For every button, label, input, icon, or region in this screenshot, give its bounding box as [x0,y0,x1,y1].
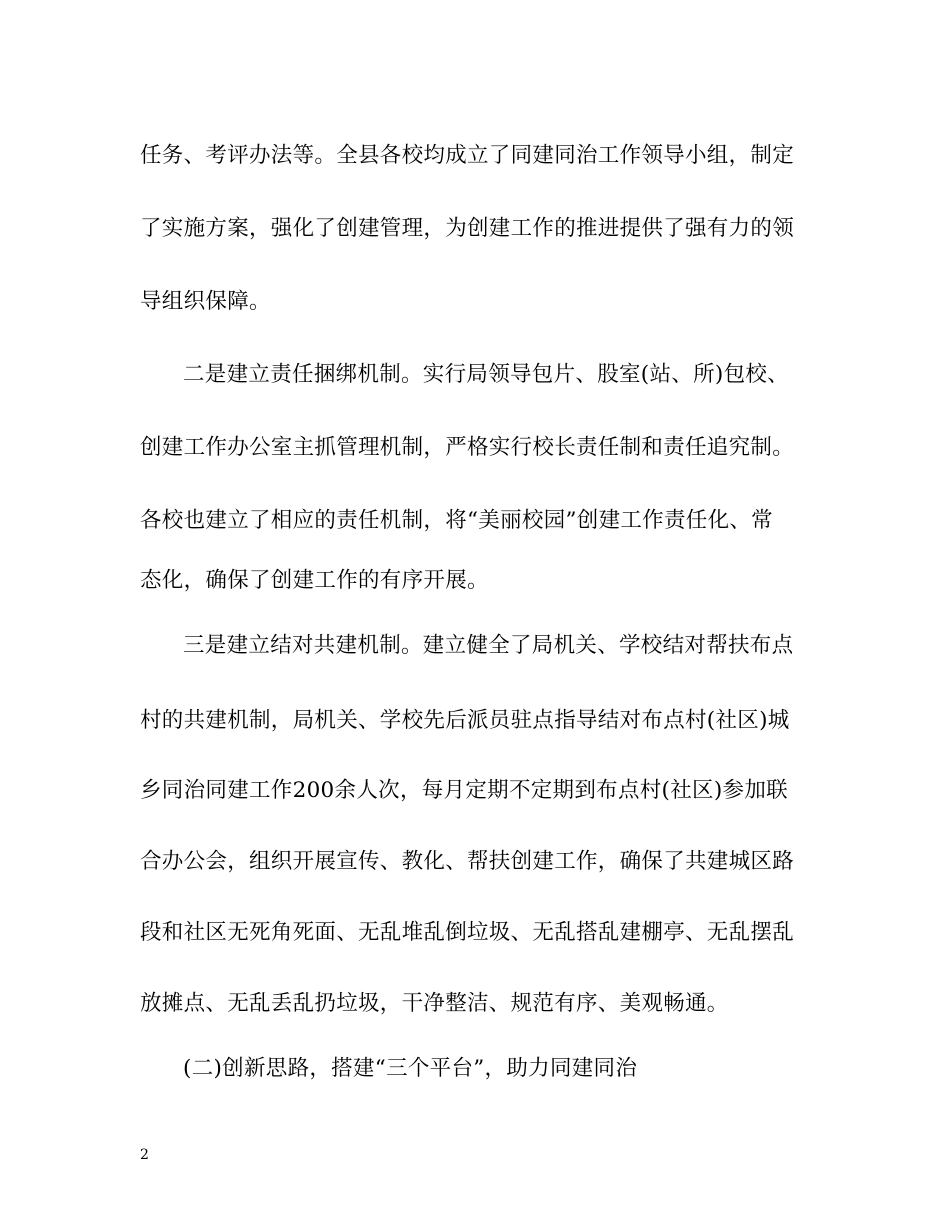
page-number: 2 [140,1147,149,1163]
paragraph-3-line-1: 三是建立结对共建机制。建立健全了局机关、学校结对帮扶布点 [183,633,794,658]
paragraph-2-line-1: 二是建立责任捆绑机制。实行局领导包片、股室(站、所)包校、 [183,362,789,387]
text-line-1: 任务、考评办法等。全县各校均成立了同建同治工作领导小组，制定 [140,143,795,168]
paragraph-3-line-3: 乡同治同建工作200余人次，每月定期不定期到布点村(社区)参加联 [140,778,788,803]
paragraph-2-line-3: 各校也建立了相应的责任机制，将“美丽校园”创建工作责任化、常 [140,508,773,533]
text-line-3: 导组织保障。 [140,289,271,314]
paragraph-3-line-2: 村的共建机制，局机关、学校先后派员驻点指导结对布点村(社区)城 [140,708,790,733]
paragraph-3-line-6: 放摊点、无乱丢乱扔垃圾，干净整洁、规范有序、美观畅通。 [140,991,729,1016]
section-heading: (二)创新思路，搭建“三个平台”，助力同建同治 [183,1056,638,1081]
paragraph-2-line-2: 创建工作办公室主抓管理机制，严格实行校长责任制和责任追究制。 [140,435,795,460]
paragraph-3-line-4: 合办公会，组织开展宣传、教化、帮扶创建工作，确保了共建城区路 [140,849,795,874]
paragraph-3-line-5: 段和社区无死角死面、无乱堆乱倒垃圾、无乱搭乱建棚亭、无乱摆乱 [140,920,795,945]
paragraph-2-line-4: 态化，确保了创建工作的有序开展。 [140,568,489,593]
text-line-2: 了实施方案，强化了创建管理，为创建工作的推进提供了强有力的领 [140,216,795,241]
